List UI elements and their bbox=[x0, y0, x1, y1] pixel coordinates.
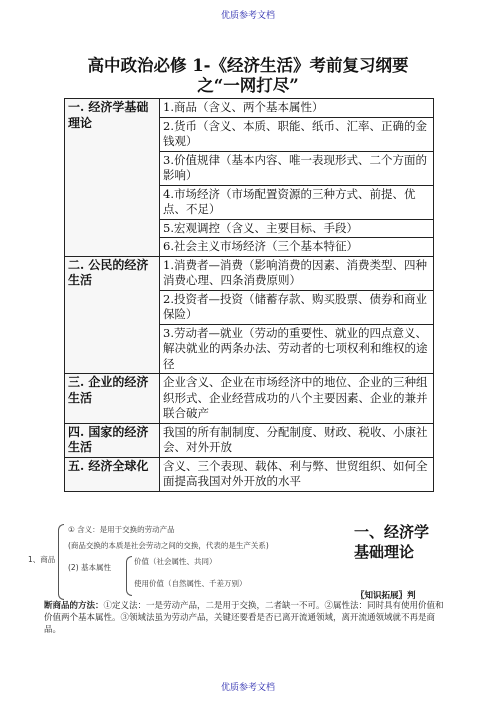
section-item: 3.劳动者—就业（劳动的重要性、就业的四点意义、解决就业的两条办法、劳动者的七项权利和维权的途径 bbox=[160, 324, 434, 374]
title-line-1: 高中政治必修 1-《经济生活》考前复习纲要 bbox=[87, 56, 409, 75]
section-name: 三. 企业的经济生活 bbox=[65, 374, 160, 424]
diagram-meaning: ① 含义：是用于交换的劳动产品 bbox=[68, 525, 175, 534]
diagram-brace-main bbox=[58, 524, 64, 600]
section-heading: 一、经济学基础理论 bbox=[354, 523, 430, 561]
outline-row bbox=[65, 256, 434, 290]
paragraph-lead: 断商品的方法： bbox=[44, 601, 104, 611]
header-watermark: 优质参考文档 bbox=[220, 11, 275, 21]
section-item: 3.价值规律（基本内容、唯一表现形式、二个方面的影响） bbox=[160, 151, 434, 185]
diagram-root: 1、商品 bbox=[28, 555, 56, 564]
section-name: 四. 国家的经济生活 bbox=[65, 423, 160, 457]
diagram-attributes: (2) 基本属性 bbox=[68, 563, 112, 572]
diagram-value: 价值（社会属性、共同） bbox=[134, 557, 217, 566]
footer-watermark: 优质参考文档 bbox=[220, 683, 275, 693]
section-item: 企业含义、企业在市场经济中的地位、企业的三种组织形式、企业经营成功的八个主要因素、企业的兼并联合破产 bbox=[160, 374, 434, 424]
outline-row bbox=[65, 374, 434, 424]
diagram-use-value: 使用价值（自然属性、千差万别） bbox=[134, 579, 247, 588]
section-item: 含义、三个表现、载体、利与弊、世贸组织、如何全面提高我国对外开放的水平 bbox=[160, 457, 434, 491]
method-paragraph bbox=[44, 600, 450, 636]
title-line-2: 之“一网打尽” bbox=[197, 76, 299, 95]
section-item: 1.商品（含义、两个基本属性） bbox=[160, 99, 434, 118]
section-item: 5.宏观调控（含义、主要目标、手段） bbox=[160, 219, 434, 238]
page-title bbox=[60, 56, 436, 96]
diagram-brace-attributes bbox=[126, 556, 132, 596]
section-item: 1.消费者—消费（影响消费的因素、消费类型、四种消费心理、四条消费原则） bbox=[160, 256, 434, 290]
outline-row bbox=[65, 99, 434, 118]
section-item: 6.社会主义市场经济（三个基本特征） bbox=[160, 238, 434, 257]
section-name: 五. 经济全球化 bbox=[65, 457, 160, 491]
section-name: 一. 经济学基础理论 bbox=[65, 99, 160, 257]
paragraph-body: ①定义法：一是劳动产品，二是用于交换，二者缺一不可。②属性法：同时具有使用价值和价值两个基本属性。③领域法虽为劳动产品，关键还要看是否已离开流通领域，离开流通领域就不再是商品。 bbox=[44, 601, 444, 635]
section-name: 二. 公民的经济生活 bbox=[65, 256, 160, 374]
outline-row bbox=[65, 457, 434, 491]
section-item: 我国的所有制制度、分配制度、财政、税收、小康社会、对外开放 bbox=[160, 423, 434, 457]
outline-table bbox=[64, 98, 434, 492]
section-item: 2.投资者—投资（储蓄存款、购买股票、债券和商业保险） bbox=[160, 290, 434, 324]
section-item: 2.货币（含义、本质、职能、纸币、汇率、正确的金钱观） bbox=[160, 117, 434, 151]
diagram-essence: (商品交换的本质是社会劳动之间的交换，代表的是生产关系) bbox=[68, 541, 269, 550]
outline-row bbox=[65, 423, 434, 457]
knowledge-tip: 〖知识拓展〗判 bbox=[356, 591, 416, 601]
section-item: 4.市场经济（市场配置资源的三种方式、前提、优点、不足） bbox=[160, 185, 434, 219]
commodity-diagram bbox=[28, 522, 346, 602]
